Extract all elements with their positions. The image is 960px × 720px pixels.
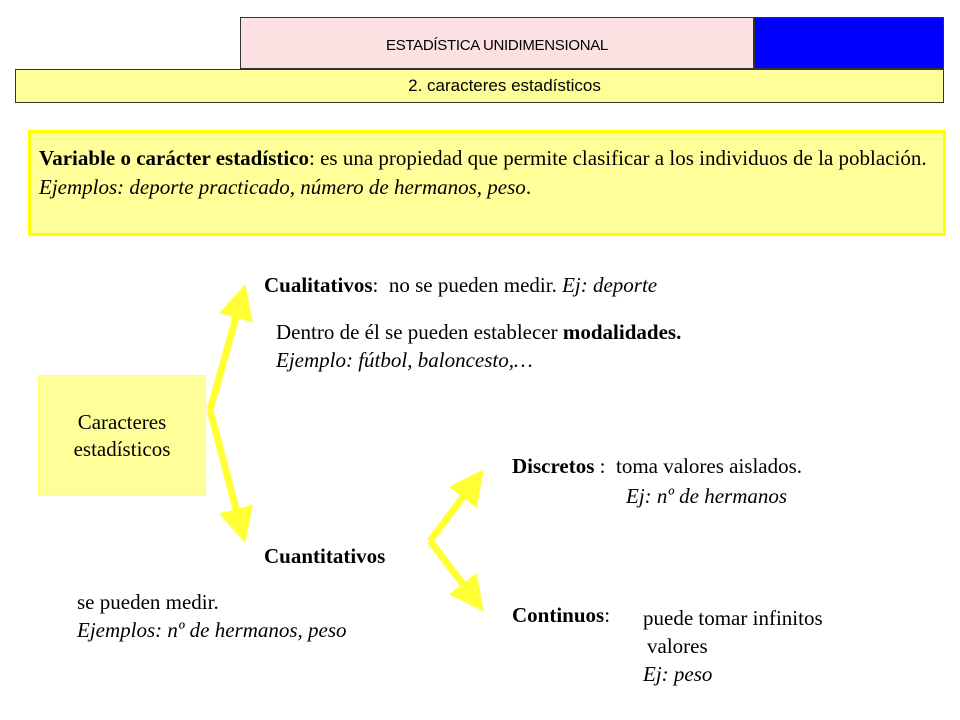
definition-text: : es una propiedad que permite clasificar a los individuos de la población.: [309, 146, 927, 170]
continuous-desc-2: valores: [647, 634, 708, 658]
quantitative-desc: se pueden medir.: [77, 590, 219, 614]
quantitative-example: Ejemplos: nº de hermanos, peso: [77, 618, 347, 642]
root-line-2: estadísticos: [73, 436, 171, 461]
discrete-row: [512, 452, 802, 480]
arrow-to-discrete: [430, 485, 472, 541]
subtitle-text: 2. caracteres estadísticos: [408, 76, 601, 95]
qualitative-row: [264, 271, 657, 299]
discrete-colon: :: [594, 454, 606, 478]
continuous-row: [512, 601, 610, 629]
modalities-text: Dentro de él se pueden establecer: [276, 320, 563, 344]
discrete-example-row: [626, 482, 787, 510]
discrete-label: Discretos: [512, 454, 595, 478]
discrete-example: Ej: nº de hermanos: [626, 484, 788, 508]
qualitative-label: Cualitativos: [264, 273, 373, 297]
modalities-example: Ejemplo: fútbol, baloncesto,…: [276, 348, 533, 372]
quantitative-row: [264, 542, 385, 570]
qualitative-desc: no se pueden medir.: [388, 273, 557, 297]
arrow-to-qualitative: [210, 303, 240, 410]
continuous-example: Ej: peso: [643, 662, 713, 686]
discrete-desc: toma valores aislados.: [616, 454, 803, 478]
continuous-desc-1: puede tomar infinitos: [643, 606, 823, 630]
arrow-to-continuous: [430, 541, 472, 596]
qualitative-modalities: [276, 318, 681, 374]
continuous-colon: :: [604, 603, 611, 627]
root-line-1: Caracteres: [77, 409, 167, 434]
definition-examples: Ejemplos: deporte practicado, número de hermanos, peso: [39, 175, 526, 199]
continuous-desc-block: [643, 604, 823, 688]
quantitative-desc-block: [77, 588, 347, 644]
header-title-text: ESTADÍSTICA UNIDIMENSIONAL: [386, 36, 608, 54]
qualitative-example: Ej: deporte: [562, 273, 658, 297]
arrow-to-quantitative: [210, 410, 240, 524]
definition-end: .: [525, 175, 532, 199]
modalities-term: modalidades.: [562, 320, 682, 344]
definition-term: Variable o carácter estadístico: [39, 146, 310, 170]
quantitative-label: Cuantitativos: [264, 544, 386, 568]
continuous-label: Continuos: [512, 603, 605, 627]
qualitative-colon: :: [372, 273, 379, 297]
